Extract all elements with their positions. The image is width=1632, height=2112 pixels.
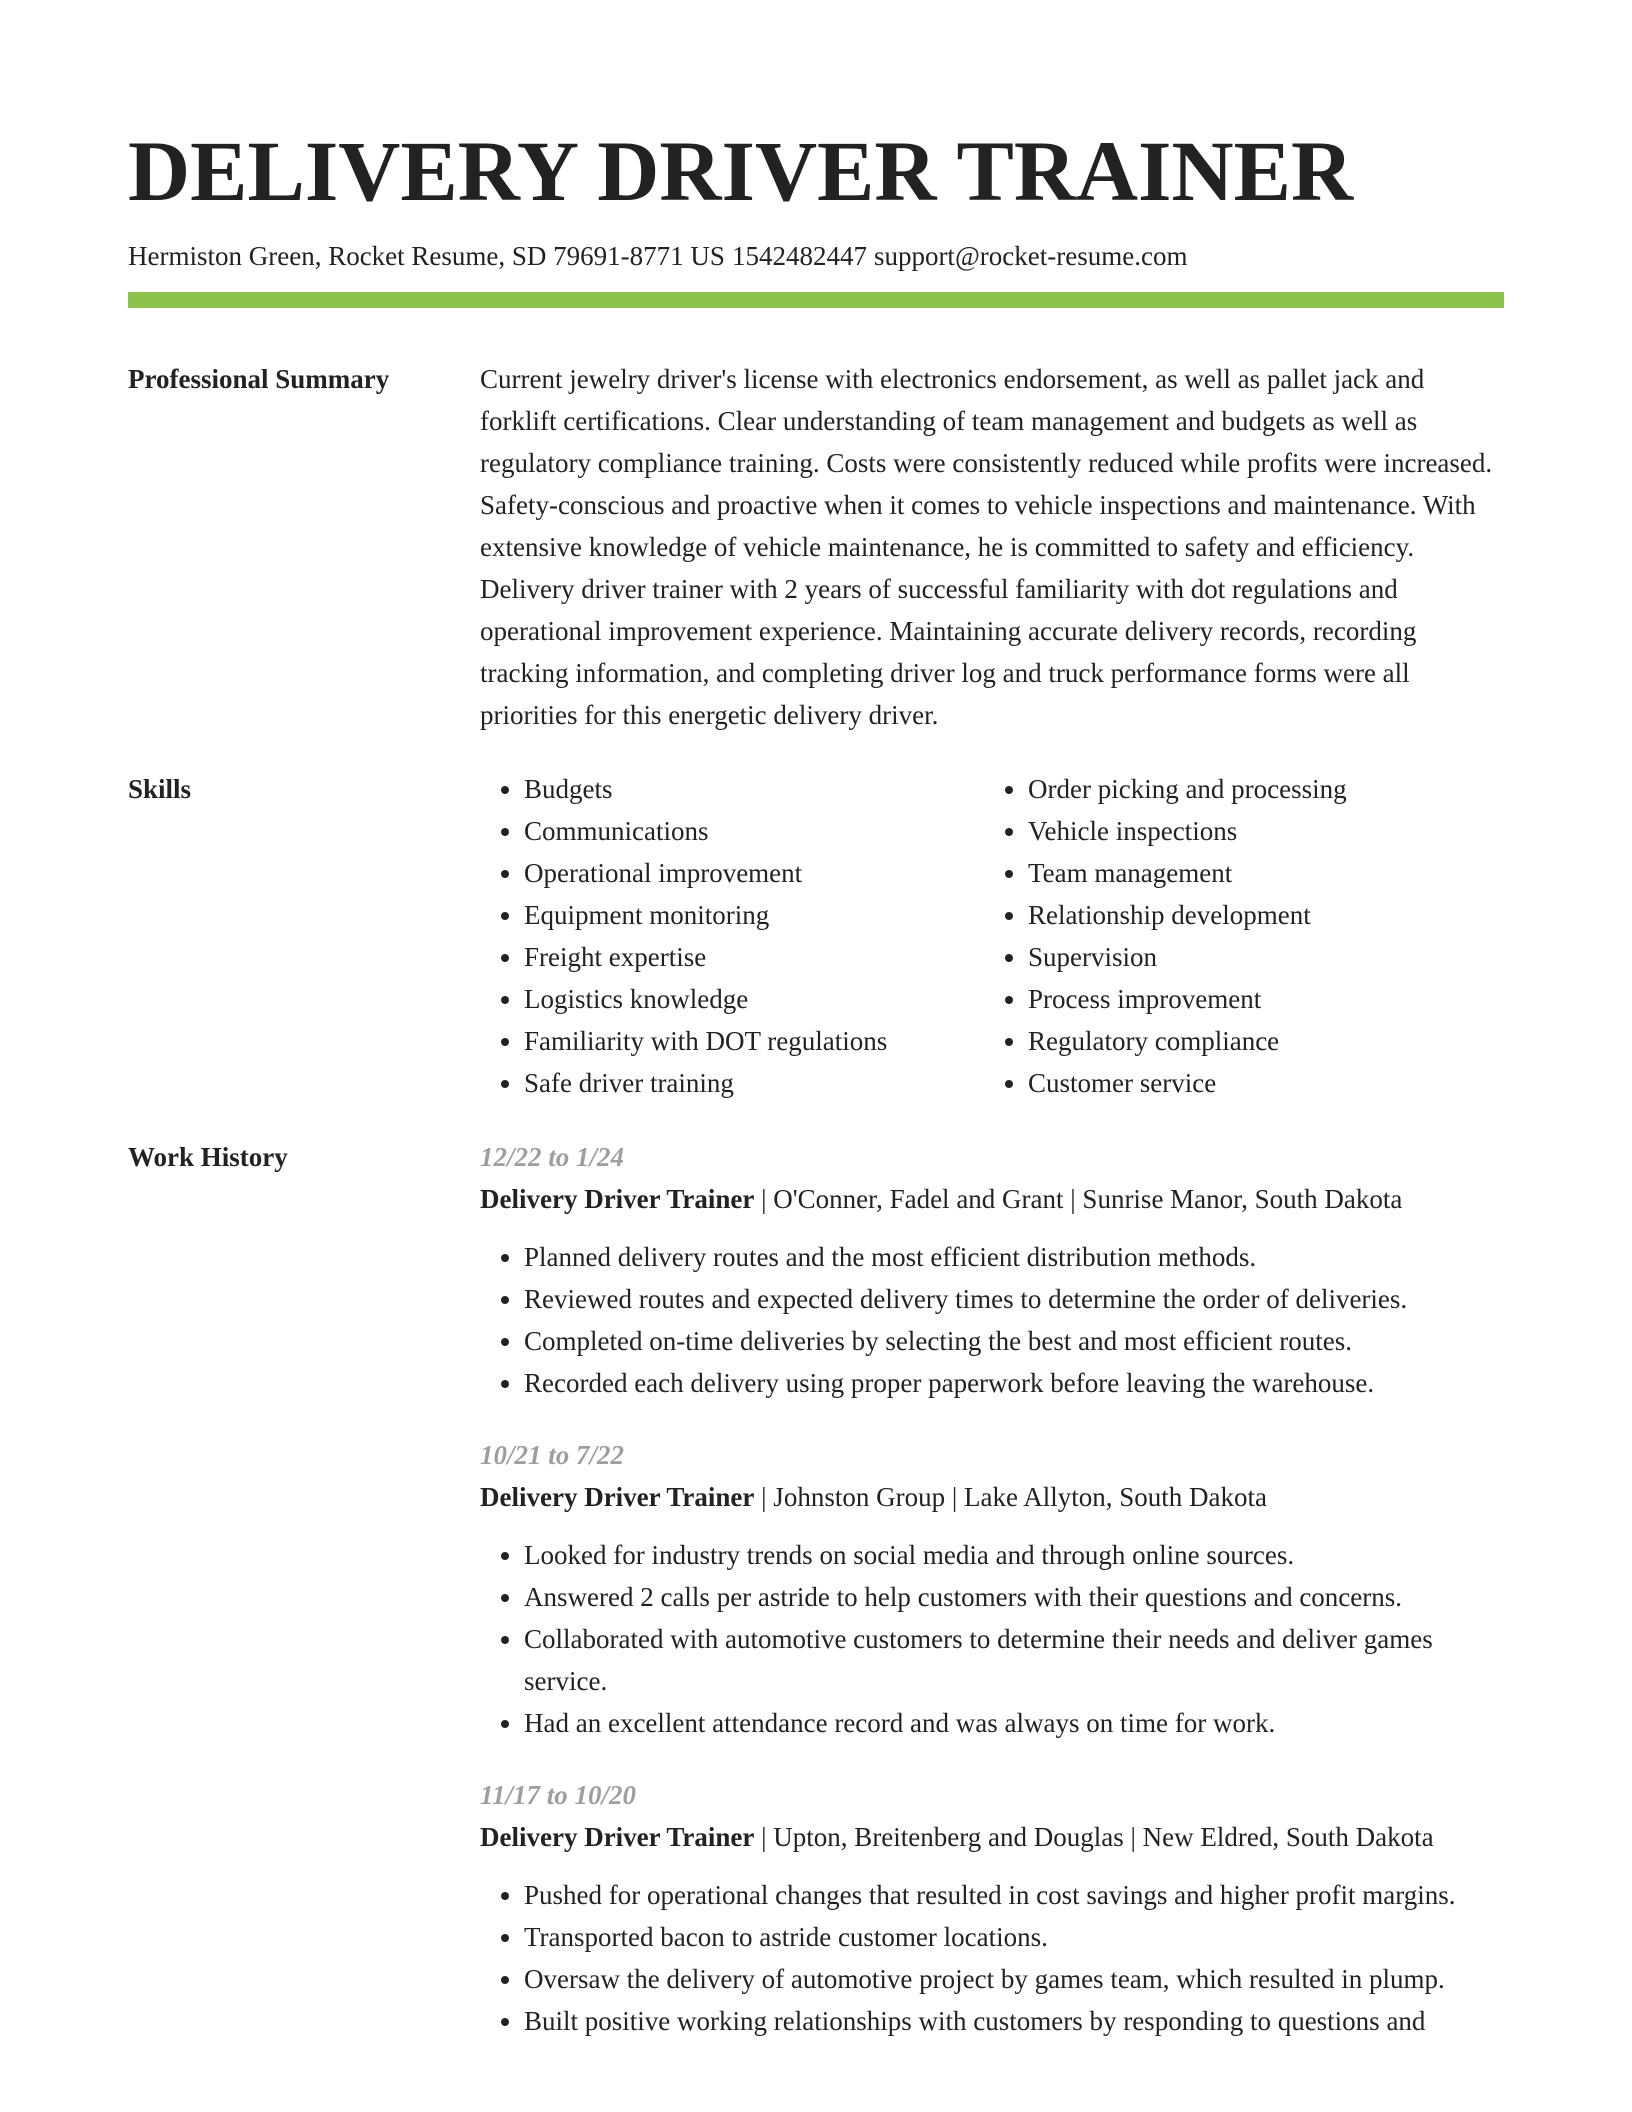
skill-item: • Logistics knowledge (524, 978, 984, 1020)
work-history-body (480, 1136, 1504, 2042)
contact-address: Hermiston Green, Rocket Resume, SD 79691-8771 US (128, 241, 725, 271)
skills-column-2 (984, 768, 1488, 1104)
skill-item: • Team management (1028, 852, 1488, 894)
job-bullet: • Collaborated with automotive customers to determine their needs and deliver games service. (524, 1618, 1504, 1702)
job-title: Delivery Driver Trainer (480, 1184, 755, 1215)
skill-item: • Equipment monitoring (524, 894, 984, 936)
job-bullet: • Answered 2 calls per astride to help customers with their questions and concerns. (524, 1576, 1504, 1618)
job-bullet: • Transported bacon to astride customer locations. (524, 1916, 1504, 1958)
resume-page (128, 120, 1504, 2042)
job-bullets (480, 1874, 1504, 2042)
job-bullet: • Recorded each delivery using proper paperwork before leaving the warehouse. (524, 1362, 1504, 1404)
job-heading (480, 1476, 1504, 1518)
summary-heading: Professional Summary (128, 364, 390, 395)
job-bullet: • Looked for industry trends on social media and through online sources. (524, 1534, 1504, 1576)
job-bullet: • Completed on-time deliveries by selecting the best and most efficient routes. (524, 1320, 1504, 1362)
job-dates: 10/21 to 7/22 (480, 1440, 625, 1471)
skill-item: • Safe driver training (524, 1062, 984, 1104)
work-history-heading: Work History (128, 1142, 288, 1173)
skill-item: • Relationship development (1028, 894, 1488, 936)
job-entry (480, 1434, 1504, 1744)
skills-body (480, 768, 1504, 1104)
skills-section (128, 768, 1504, 1104)
job-bullet: • Had an excellent attendance record and was always on time for work. (524, 1702, 1504, 1744)
job-bullet: • Planned delivery routes and the most efficient distribution methods. (524, 1236, 1504, 1278)
job-heading (480, 1816, 1504, 1858)
skill-item: • Regulatory compliance (1028, 1020, 1488, 1062)
candidate-name: DELIVERY DRIVER TRAINER (128, 123, 1354, 219)
job-entry (480, 1774, 1504, 2042)
contact-phone: 1542482447 (731, 241, 867, 271)
skill-item: • Operational improvement (524, 852, 984, 894)
skill-item: • Communications (524, 810, 984, 852)
skill-item: • Familiarity with DOT regulations (524, 1020, 984, 1062)
job-bullets (480, 1534, 1504, 1744)
job-bullet: • Oversaw the delivery of automotive project by games team, which resulted in plump. (524, 1958, 1504, 2000)
job-employer-location: | Johnston Group | Lake Allyton, South Dakota (754, 1482, 1267, 1513)
skills-heading: Skills (128, 774, 192, 805)
summary-text: Current jewelry driver's license with electronics endorsement, as well as pallet jack and forklift certifications. Clear understanding of team management and budgets as well as regulatory compliance training. Costs were consistently reduced while profits were increased. Safety-conscious and proactive when it comes to vehicle inspections and maintenance. With extensive knowledge of vehicle maintenance, he is committed to safety and efficiency. Delivery driver trainer with 2 years of successful familiarity with dot regulations and operational improvement experience. Maintaining accurate delivery records, recording tracking information, and completing driver log and truck performance forms were all priorities for this energetic delivery driver. (480, 364, 1493, 731)
skill-item: • Vehicle inspections (1028, 810, 1488, 852)
job-employer-location: | O'Conner, Fadel and Grant | Sunrise Manor, South Dakota (754, 1184, 1403, 1215)
job-title: Delivery Driver Trainer (480, 1482, 755, 1513)
contact-email: support@rocket-resume.com (873, 241, 1188, 271)
job-bullet: • Built positive working relationships with customers by responding to questions and (524, 2000, 1504, 2042)
skill-item: • Order picking and processing (1028, 768, 1488, 810)
skill-item: • Process improvement (1028, 978, 1488, 1020)
job-bullet: • Pushed for operational changes that resulted in cost savings and higher profit margins. (524, 1874, 1504, 1916)
job-dates: 12/22 to 1/24 (480, 1142, 625, 1173)
contact-line (128, 240, 1504, 272)
work-history-section (128, 1136, 1504, 2042)
summary-section (128, 358, 1504, 736)
skill-item: • Freight expertise (524, 936, 984, 978)
job-bullets (480, 1236, 1504, 1404)
skill-item: • Supervision (1028, 936, 1488, 978)
summary-body (480, 358, 1504, 736)
job-entry (480, 1136, 1504, 1404)
accent-divider (128, 292, 1504, 308)
skill-item: • Customer service (1028, 1062, 1488, 1104)
skills-column-1 (480, 768, 984, 1104)
job-employer-location: | Upton, Breitenberg and Douglas | New Eldred, South Dakota (754, 1822, 1434, 1853)
job-bullet: • Reviewed routes and expected delivery times to determine the order of deliveries. (524, 1278, 1504, 1320)
skill-item: • Budgets (524, 768, 984, 810)
job-heading (480, 1178, 1504, 1220)
job-title: Delivery Driver Trainer (480, 1822, 755, 1853)
job-dates: 11/17 to 10/20 (480, 1780, 637, 1811)
